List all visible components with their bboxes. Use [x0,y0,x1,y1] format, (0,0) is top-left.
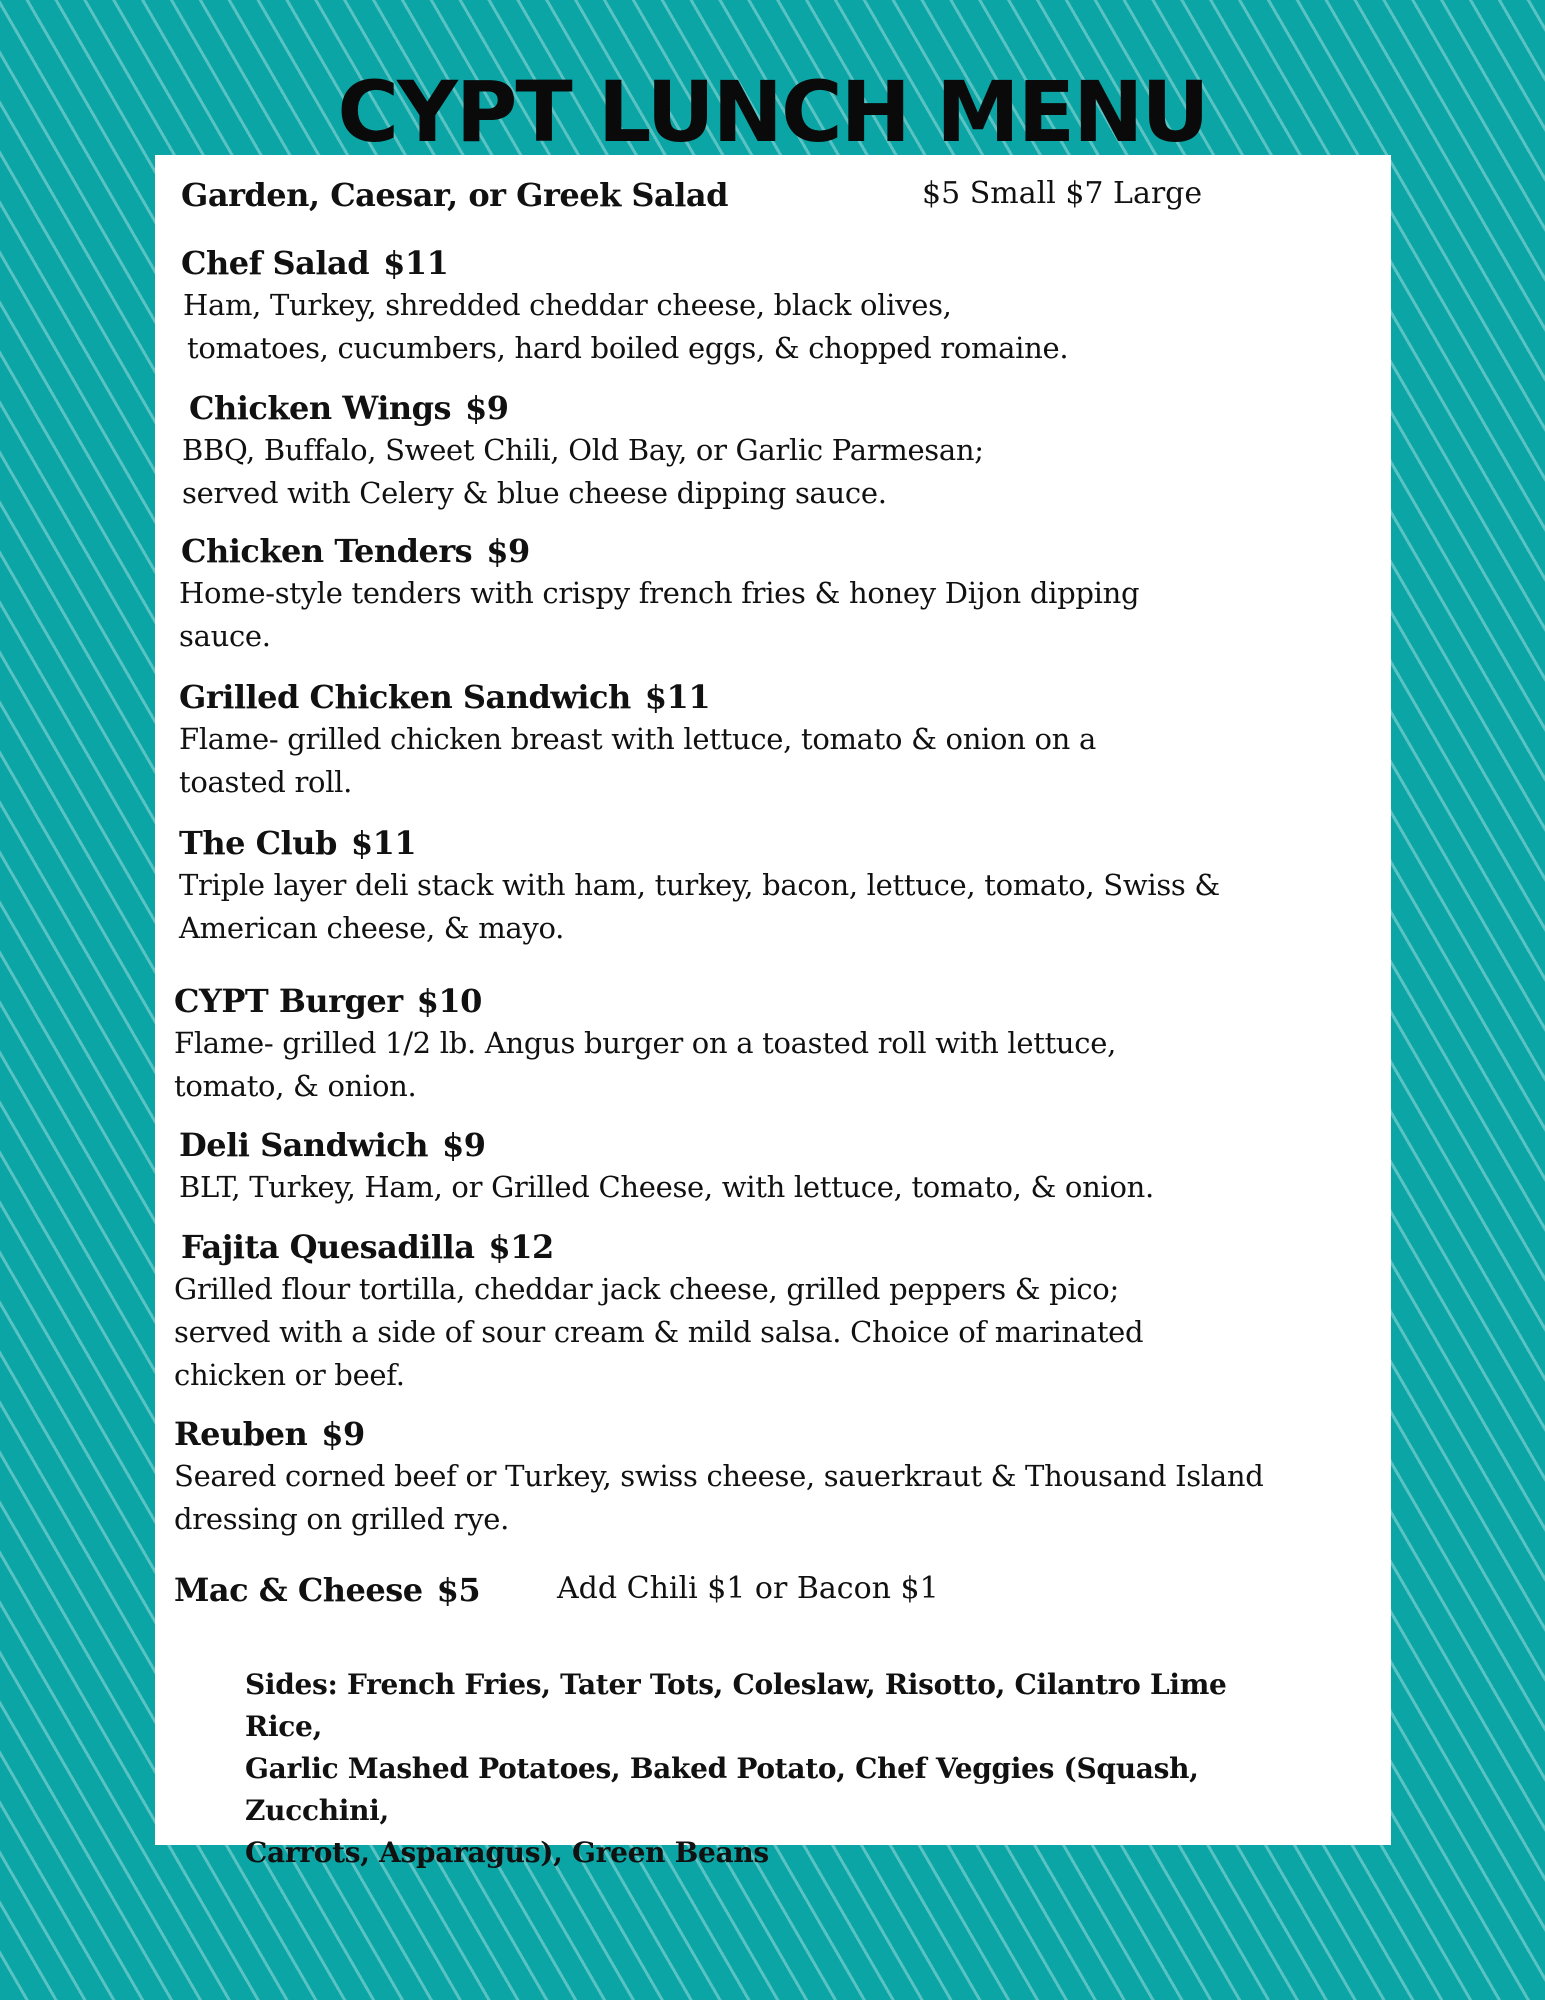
mac-addon-note: Add Chili $1 or Bacon $1 [557,1571,939,1606]
menu-item-salad [181,174,728,216]
menu-item-name: Grilled Chicken Sandwich [179,678,631,716]
menu-item-description [179,718,1096,804]
menu-item [174,980,1116,1108]
menu-item-price: $11 [383,244,449,282]
menu-item-mac-and-cheese [174,1569,480,1611]
menu-item-header [174,1569,480,1611]
menu-item-price: $9 [442,1126,486,1164]
menu-item-price: $12 [488,1228,554,1266]
sides-line: Carrots, Asparagus), Green Beans [245,1836,769,1869]
menu-item-price: $5 [436,1571,481,1609]
description-line: tomato, & onion. [174,1069,417,1103]
description-line: dressing on grilled rye. [174,1502,510,1536]
sides-line: Garlic Mashed Potatoes, Baked Potato, Chef Veggies (Squash, Zucchini, [245,1752,1199,1827]
description-line: BBQ, Buffalo, Sweet Chili, Old Bay, or Garlic Parmesan; [182,433,984,467]
menu-item-header [181,1226,1143,1268]
description-line: Home-style tenders with crispy french fries & honey Dijon dipping [179,576,1140,610]
menu-item-name: Garden, Caesar, or Greek Salad [181,176,728,214]
page-title: CYPT LUNCH MENU [337,63,1208,161]
description-line: Flame- grilled 1/2 lb. Angus burger on a toasted roll with lettuce, [174,1026,1117,1060]
sides-list [245,1664,1295,1874]
menu-item-header [189,387,984,429]
menu-item [174,1226,1144,1397]
menu-item-name: Mac & Cheese [174,1571,423,1609]
menu-item-header [181,242,1068,284]
menu-item-price: $11 [644,678,711,716]
menu-item-header [179,676,1096,718]
menu-item-price: $10 [416,982,482,1020]
menu-item-description [174,1022,1116,1108]
description-line: chicken or beef. [174,1358,405,1392]
menu-item-price: $9 [486,532,530,570]
description-line: served with a side of sour cream & mild salsa. Choice of marinated [174,1315,1144,1349]
description-line: American cheese, & mayo. [179,911,565,945]
salad-prices: $5 Small $7 Large [922,176,1203,211]
menu-item-name: Chicken Tenders [181,532,473,570]
menu-item-header [179,822,1220,864]
menu-item-header [181,530,1139,572]
description-line: Ham, Turkey, shredded cheddar cheese, black olives, [183,288,952,322]
description-line: Seared corned beef or Turkey, swiss cheese, sauerkraut & Thousand Island [174,1459,1264,1493]
menu-item-header [174,980,1116,1022]
menu-item-description [179,1166,1154,1209]
menu-item-header [179,1124,1154,1166]
sides-line: Sides: French Fries, Tater Tots, Coleslaw, Risotto, Cilantro Lime Rice, [245,1668,1227,1743]
menu-item [174,1413,1263,1541]
description-line: tomatoes, cucumbers, hard boiled eggs, & chopped romaine. [187,331,1069,365]
menu-item [179,822,1220,950]
menu-item-name: Deli Sandwich [179,1126,428,1164]
menu-item [179,1124,1154,1209]
description-line: toasted roll. [179,765,353,799]
menu-item-price: $11 [350,824,417,862]
description-line: Triple layer deli stack with ham, turkey, bacon, lettuce, tomato, Swiss & [179,868,1220,902]
menu-item-name: Chef Salad [181,244,370,282]
description-line: served with Celery & blue cheese dipping sauce. [182,476,887,510]
menu-item-description [179,572,1139,658]
menu-item-description [179,864,1220,950]
description-line: Grilled flour tortilla, cheddar jack cheese, grilled peppers & pico; [174,1272,1119,1306]
menu-item-price: $9 [465,389,509,427]
menu-item-name: Fajita Quesadilla [181,1228,475,1266]
menu-item-name: Reuben [174,1415,308,1453]
description-line: Flame- grilled chicken breast with lettuce, tomato & onion on a [179,722,1096,756]
menu-item-header [174,1413,1263,1455]
menu-item-name: CYPT Burger [174,982,403,1020]
menu-item-name: Chicken Wings [189,389,451,427]
description-line: sauce. [179,619,271,653]
menu-item-description [174,1455,1263,1541]
menu-item-description [182,429,984,515]
menu-item [182,387,984,515]
menu-item-price: $9 [321,1415,365,1453]
menu-item [181,530,1139,658]
menu-item-description [181,284,1068,370]
description-line: BLT, Turkey, Ham, or Grilled Cheese, with lettuce, tomato, & onion. [179,1170,1154,1204]
menu-item-name: The Club [179,824,337,862]
menu-item-description [174,1268,1143,1397]
menu-item [179,676,1096,804]
menu-item [181,242,1068,370]
